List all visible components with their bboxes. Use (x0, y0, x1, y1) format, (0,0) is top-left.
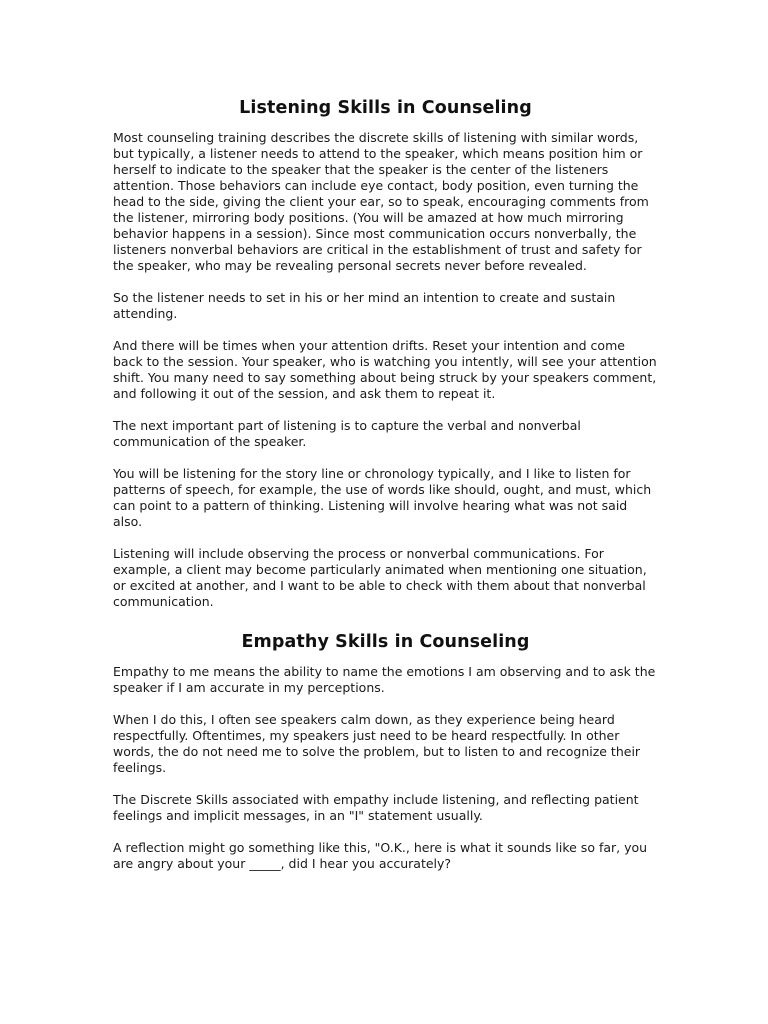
paragraph: So the listener needs to set in his or her mind an intention to create and sustain attending. (113, 290, 616, 321)
paragraph: The next important part of listening is to capture the verbal and nonverbal communication of the speaker. (113, 418, 581, 449)
paragraph: A reflection might go something like this, "O.K., here is what it sounds like so far, you are angry about your _____, did I hear you accurately? (113, 840, 648, 871)
paragraph: When I do this, I often see speakers calm down, as they experience being heard respectfully. Oftentimes, my speakers just need to be heard respectfully. In other words, the do not need me to solve the problem, but to listen to and recognize their feelings. (113, 712, 641, 775)
paragraph: Empathy to me means the ability to name the emotions I am observing and to ask the speaker if I am accurate in my perceptions. (113, 664, 656, 695)
paragraph: You will be listening for the story line or chronology typically, and I like to listen for patterns of speech, for example, the use of words like should, ought, and must, which can point to a pattern of thinking. Listening will involve hearing what was not said also. (113, 466, 652, 529)
paragraph: The Discrete Skills associated with empathy include listening, and reflecting patient feelings and implicit messages, in an "I" statement usually. (113, 792, 639, 823)
paragraph: And there will be times when your attention drifts. Reset your intention and come back to the session. Your speaker, who is watching you intently, will see your attention shift. You many need to say something about being struck by your speakers comment, and following it out of the session, and ask them to repeat it. (113, 338, 657, 401)
document-page (113, 98, 658, 888)
section-heading-empathy: Empathy Skills in Counseling (241, 632, 530, 652)
section-heading-listening: Listening Skills in Counseling (239, 98, 532, 118)
paragraph: Most counseling training describes the discrete skills of listening with similar words, but typically, a listener needs to attend to the speaker, which means position him or herself to indicate to the speaker that the speaker is the center of the listeners attention. Those behaviors can include eye contact, body position, even turning the head to the side, giving the client your ear, so to speak, encouraging comments from the listener, mirroring body positions. (You will be amazed at how much mirroring behavior happens in a session). Since most communication occurs nonverbally, the listeners nonverbal behaviors are critical in the establishment of trust and safety for the speaker, who may be revealing personal secrets never before revealed. (113, 130, 649, 273)
paragraph: Listening will include observing the process or nonverbal communications. For example, a client may become particularly animated when mentioning one situation, or excited at another, and I want to be able to check with them about that nonverbal communication. (113, 546, 647, 609)
